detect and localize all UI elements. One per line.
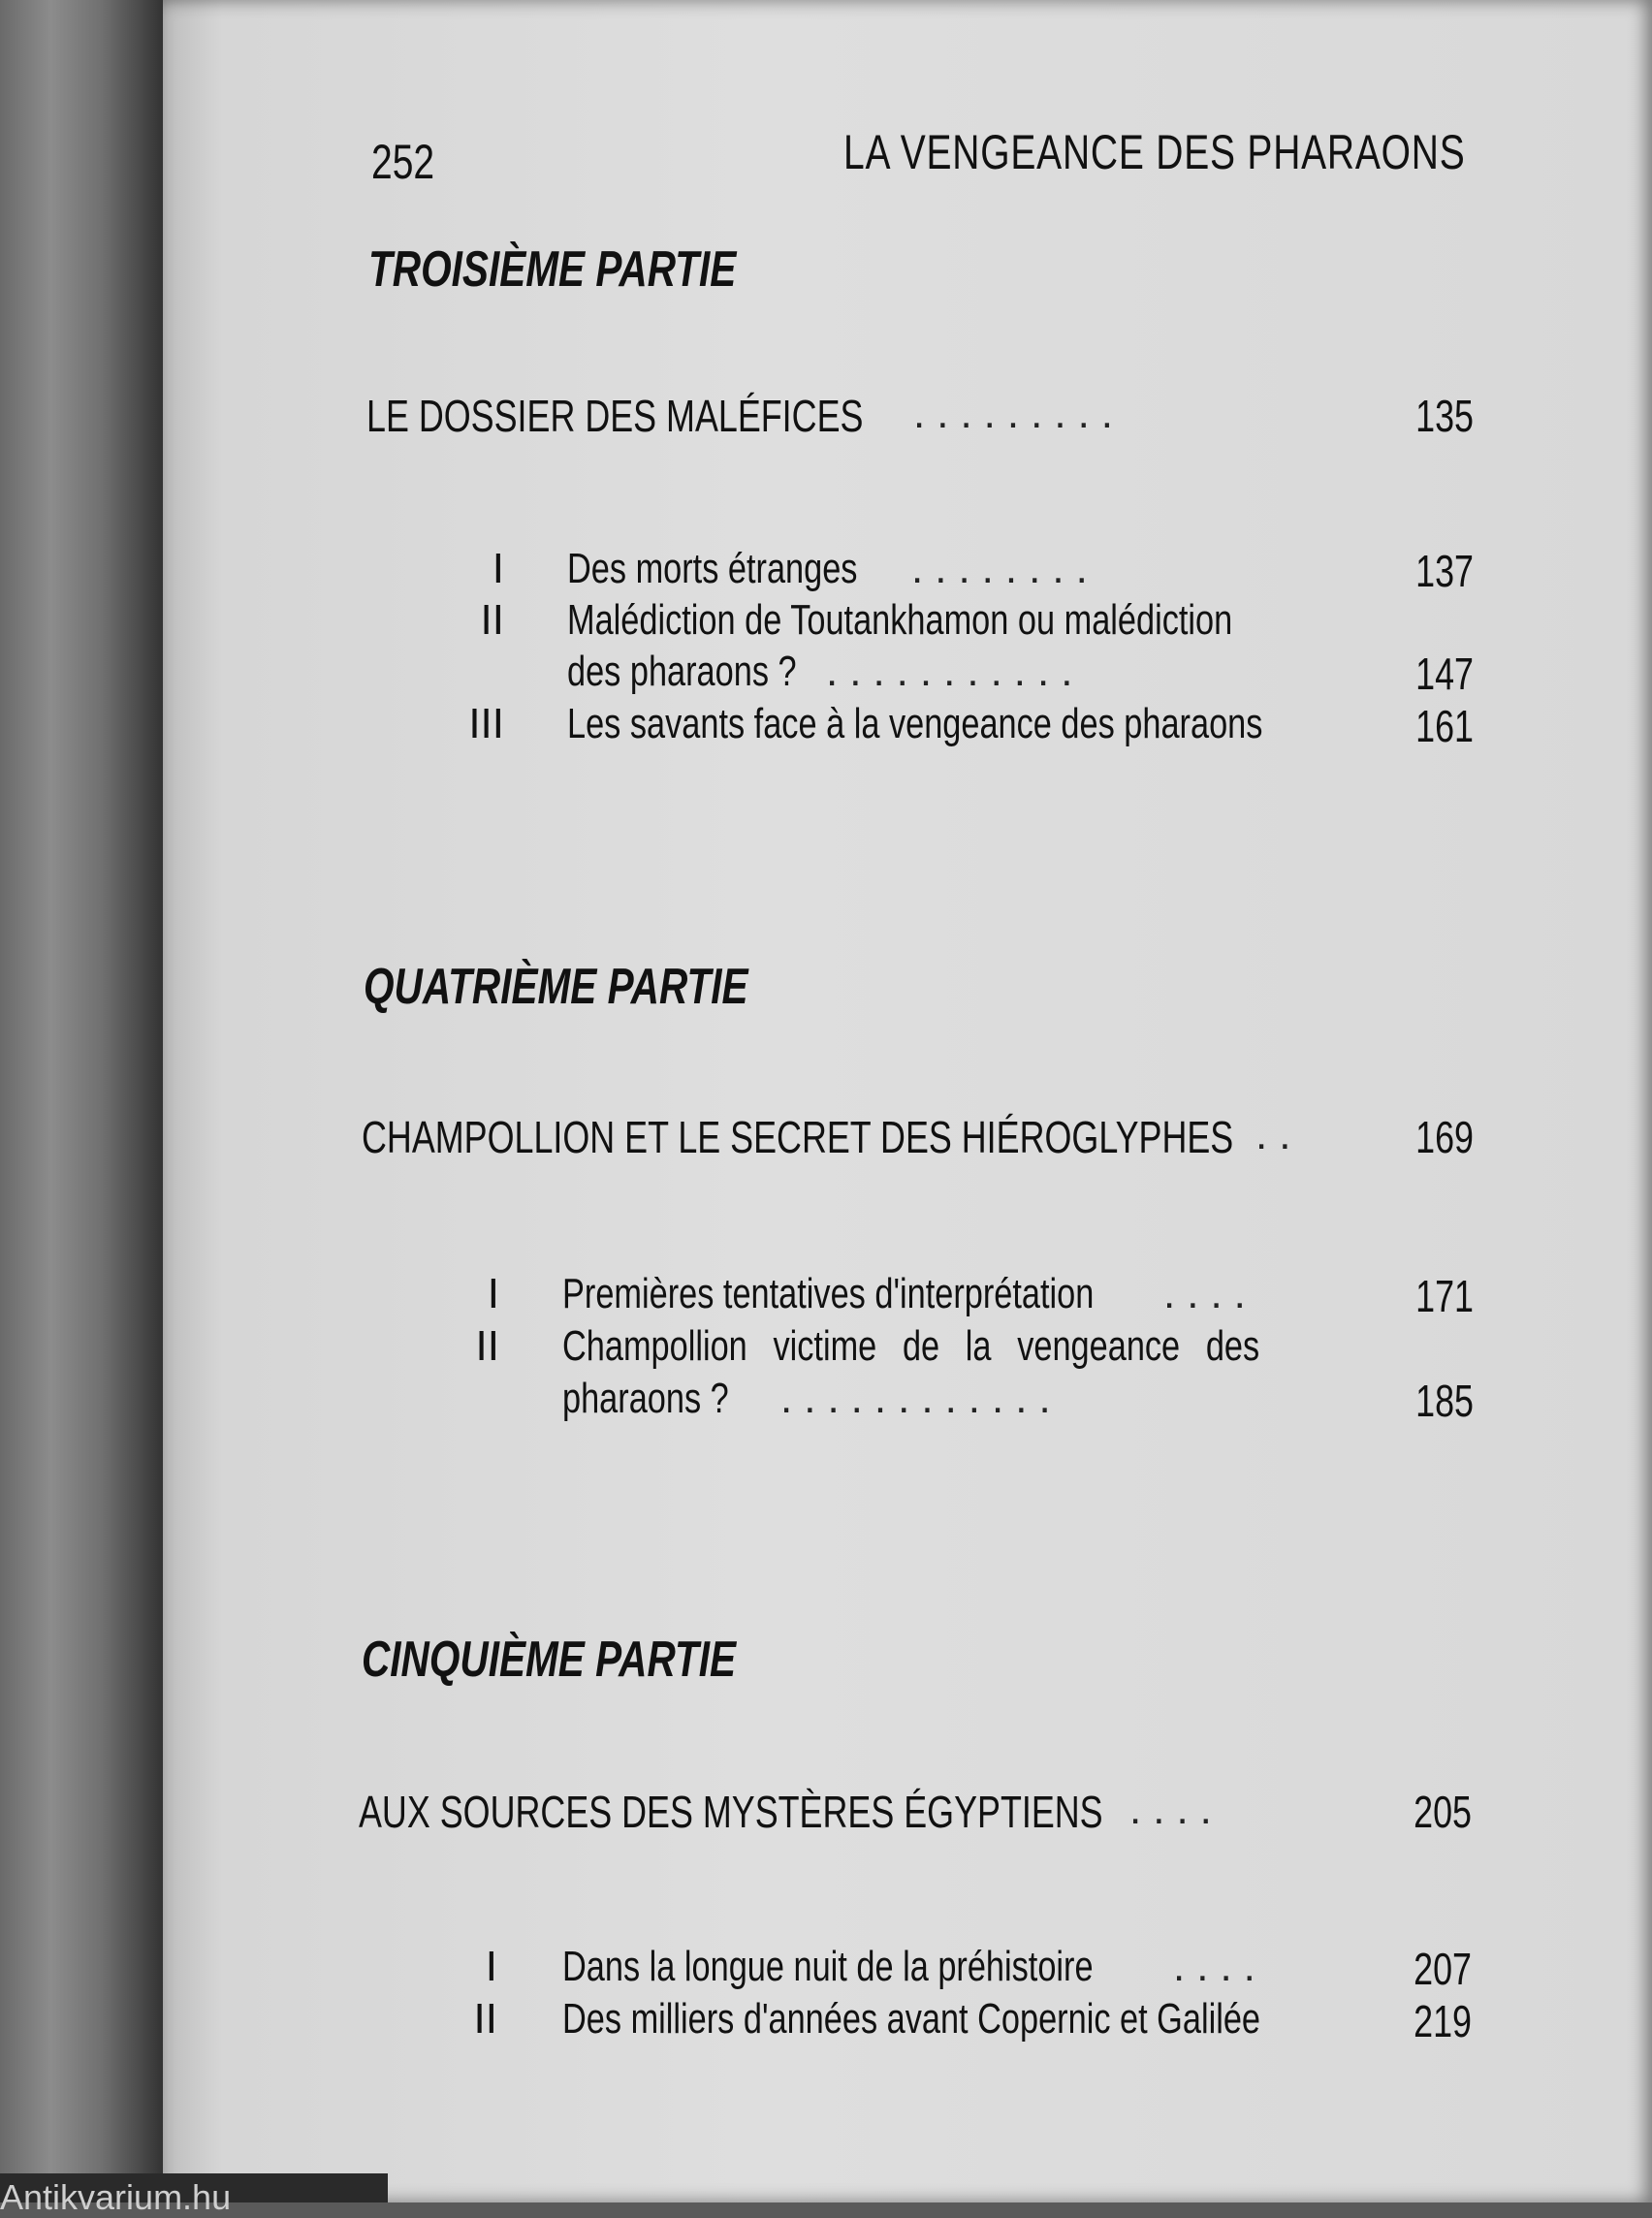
entry-text: Les savants face à la vengeance des pharaons — [567, 700, 1263, 747]
entry-text: Champollion victime de la vengeance des — [562, 1322, 1260, 1370]
entry-numeral: II — [473, 1995, 497, 2043]
entry-text: Des morts étranges — [567, 545, 858, 592]
entry-page: 219 — [1414, 1996, 1472, 2046]
entry-page: 185 — [1415, 1376, 1474, 1426]
leader-dots: .... — [1173, 1943, 1267, 1990]
part-title: TROISIÈME PARTIE — [368, 241, 737, 298]
entry-page: 147 — [1415, 649, 1474, 699]
part-title: QUATRIÈME PARTIE — [364, 959, 748, 1015]
book-page — [163, 0, 1652, 2202]
entry-numeral: II — [475, 1322, 499, 1370]
entry-text: Dans la longue nuit de la préhistoire — [562, 1943, 1094, 1990]
book-spine — [0, 0, 170, 2202]
leader-dots: ......... — [913, 390, 1126, 437]
leader-dots: ........... — [826, 648, 1085, 695]
entry-text-continued: des pharaons ? — [567, 648, 797, 695]
entry-numeral: I — [492, 545, 504, 592]
chapter-title: LE DOSSIER DES MALÉFICES — [366, 391, 864, 441]
watermark-text: Antikvarium.hu — [0, 2177, 232, 2217]
entry-text: Des milliers d'années avant Copernic et Galilée — [562, 1995, 1261, 2043]
chapter-page: 205 — [1414, 1787, 1472, 1837]
entry-page: 171 — [1415, 1271, 1474, 1321]
running-title: LA VENGEANCE DES PHARAONS — [843, 125, 1466, 179]
chapter-title: AUX SOURCES DES MYSTÈRES ÉGYPTIENS — [359, 1787, 1103, 1837]
entry-numeral: II — [480, 596, 504, 644]
part-title: CINQUIÈME PARTIE — [362, 1632, 737, 1688]
chapter-title: CHAMPOLLION ET LE SECRET DES HIÉROGLYPHES — [362, 1112, 1234, 1162]
entry-page: 137 — [1415, 546, 1474, 596]
entry-text: Premières tentatives d'interprétation — [562, 1270, 1095, 1317]
entry-numeral: I — [487, 1270, 499, 1317]
leader-dots: .... — [1163, 1270, 1257, 1317]
chapter-page: 135 — [1415, 391, 1474, 441]
leader-dots: ........ — [911, 545, 1099, 592]
page-number: 252 — [371, 135, 435, 189]
entry-text: Malédiction de Toutankhamon ou malédiction — [567, 596, 1233, 644]
entry-numeral: I — [485, 1943, 497, 1990]
entry-page: 207 — [1414, 1944, 1472, 1994]
leader-dots: .. — [1255, 1111, 1303, 1158]
leader-dots: ............ — [780, 1375, 1063, 1422]
leader-dots: .... — [1129, 1786, 1223, 1833]
entry-numeral: III — [468, 700, 504, 747]
entry-page: 161 — [1415, 701, 1474, 751]
entry-text-continued: pharaons ? — [562, 1375, 729, 1422]
chapter-page: 169 — [1415, 1112, 1474, 1162]
